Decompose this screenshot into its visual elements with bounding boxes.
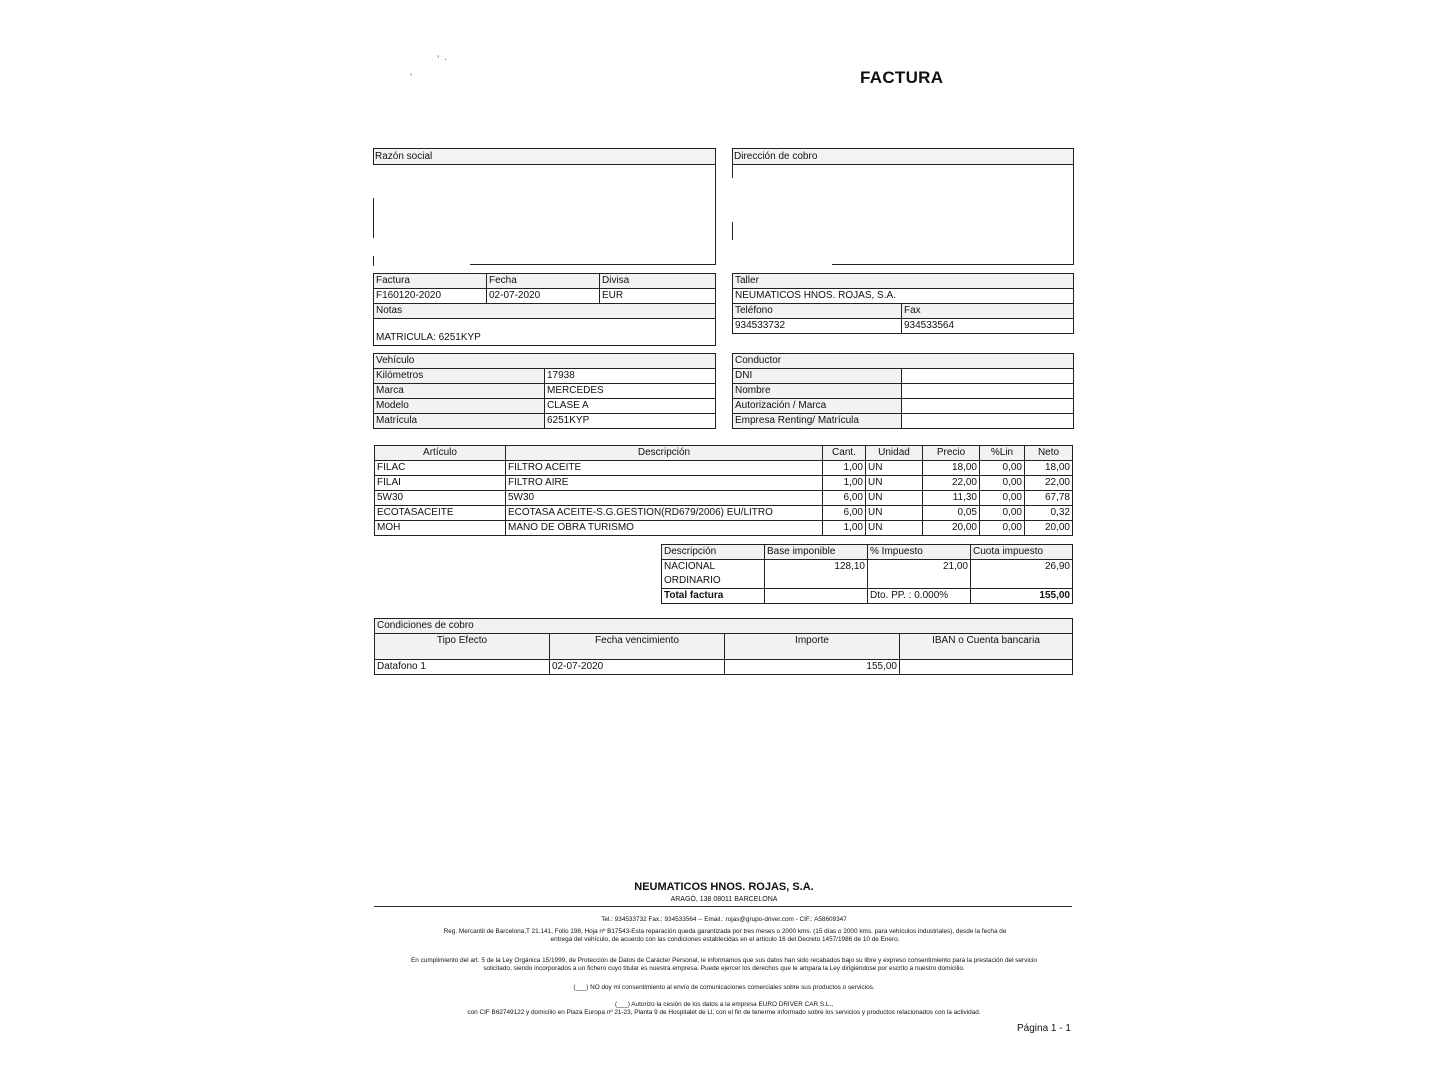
fax-value: 934533564 bbox=[902, 319, 1074, 334]
direccion-cobro-box bbox=[732, 148, 1074, 265]
dto-pp: Dto. PP. : 0.000% bbox=[868, 589, 971, 604]
invoice-number: F160120-2020 bbox=[374, 289, 487, 304]
conductor-label: Conductor bbox=[733, 354, 1074, 369]
marca-label: Marca bbox=[374, 384, 545, 399]
tax-base: 128,10 bbox=[765, 560, 868, 589]
cant-cell: 1,00 bbox=[823, 461, 866, 476]
neto-cell: 67,78 bbox=[1025, 491, 1073, 506]
col-neto: Neto bbox=[1025, 446, 1073, 461]
cobro-col-tipo: Tipo Efecto bbox=[375, 634, 550, 660]
table-row bbox=[375, 461, 1073, 476]
dni-label: DNI bbox=[733, 369, 902, 384]
footer-divider bbox=[374, 906, 1072, 907]
unidad-cell: UN bbox=[866, 491, 923, 506]
matricula-value: 6251KYP bbox=[545, 414, 716, 429]
footer-cesion-2: con CIF B62749122 y domicilio en Plaza Europa nº 21-23, Planta 9 de Hospitalet de Ll, con el fin de tenerme informado sobre los servicios y productos relacionados con la actividad. bbox=[467, 1009, 981, 1016]
tax-cuota: 26,90 bbox=[971, 560, 1073, 589]
scan-mark: ′ ˏ bbox=[435, 50, 448, 64]
total-label: Total factura bbox=[662, 589, 765, 604]
unidad-cell: UN bbox=[866, 461, 923, 476]
precio-cell: 18,00 bbox=[923, 461, 980, 476]
dni-value bbox=[902, 369, 1074, 384]
autorizacion-value bbox=[902, 399, 1074, 414]
tax-col-pct: % Impuesto bbox=[868, 545, 971, 560]
notas-label: Notas bbox=[374, 304, 716, 319]
table-row bbox=[375, 506, 1073, 521]
neto-cell: 22,00 bbox=[1025, 476, 1073, 491]
descripcion-cell: ECOTASA ACEITE-S.G.GESTION(RD679/2006) EU/LITRO bbox=[506, 506, 823, 521]
cobro-iban bbox=[900, 660, 1073, 675]
neto-cell: 20,00 bbox=[1025, 521, 1073, 536]
cobro-table bbox=[374, 618, 1073, 675]
descripcion-cell: MANO DE OBRA TURISMO bbox=[506, 521, 823, 536]
neto-cell: 18,00 bbox=[1025, 461, 1073, 476]
footer-contact: Tel.: 934533732 Fax.: 934533564 -- Email.: rojas@grupo-driver.com - CIF.: A58609347 bbox=[601, 916, 847, 923]
fax-label: Fax bbox=[902, 304, 1074, 319]
marca-value: MERCEDES bbox=[545, 384, 716, 399]
cant-cell: 1,00 bbox=[823, 521, 866, 536]
cobro-col-importe: Importe bbox=[725, 634, 900, 660]
document-title: FACTURA bbox=[860, 68, 944, 87]
taller-table bbox=[732, 273, 1074, 334]
footer-company: NEUMATICOS HNOS. ROJAS, S.A. bbox=[634, 881, 814, 893]
descripcion-cell: FILTRO ACEITE bbox=[506, 461, 823, 476]
tax-col-cuota: Cuota impuesto bbox=[971, 545, 1073, 560]
page-number: Página 1 - 1 bbox=[1017, 1023, 1071, 1034]
kilometros-value: 17938 bbox=[545, 369, 716, 384]
footer-registro: Reg. Mercantil de Barcelona,T 21.141, Folio 198, Hoja nº B17543-Esta reparación queda garantizada por tres meses o 2000 kms. (15 días o 2000 kms. para vehículos industriales), desde la fecha de entrega del vehículo, de acuerdo con las condiciones establecidas en el artículo 16 del Decreto 1457/1986 de 10 de Enero. bbox=[443, 928, 1007, 943]
nombre-value bbox=[902, 384, 1074, 399]
matricula-label: Matrícula bbox=[374, 414, 545, 429]
table-row bbox=[375, 476, 1073, 491]
taller-label: Taller bbox=[733, 274, 1074, 289]
fecha-header: Fecha bbox=[487, 274, 600, 289]
footer-no-consent: (___) NO doy mi consentimiento al envío de comunicaciones comerciales sobre sus productos o servicios. bbox=[573, 984, 875, 991]
invoice-date: 02-07-2020 bbox=[487, 289, 600, 304]
tax-col-base: Base imponible bbox=[765, 545, 868, 560]
razon-social-box bbox=[373, 148, 716, 265]
items-table bbox=[374, 445, 1073, 536]
cobro-col-fecha: Fecha vencimiento bbox=[550, 634, 725, 660]
vehiculo-table bbox=[373, 353, 716, 429]
unidad-cell: UN bbox=[866, 506, 923, 521]
telefono-label: Teléfono bbox=[733, 304, 902, 319]
table-row bbox=[375, 491, 1073, 506]
col-cant: Cant. bbox=[823, 446, 866, 461]
factura-table bbox=[373, 273, 716, 346]
modelo-label: Modelo bbox=[374, 399, 545, 414]
lin-cell: 0,00 bbox=[980, 476, 1025, 491]
empresa-renting-label: Empresa Renting/ Matrícula bbox=[733, 414, 902, 429]
razon-social-label: Razón social bbox=[375, 151, 433, 162]
taller-name: NEUMATICOS HNOS. ROJAS, S.A. bbox=[733, 289, 1074, 304]
lin-cell: 0,00 bbox=[980, 506, 1025, 521]
col-lin: %Lin bbox=[980, 446, 1025, 461]
notas-value: MATRICULA: 6251KYP bbox=[374, 319, 716, 346]
kilometros-label: Kilómetros bbox=[374, 369, 545, 384]
tax-descripcion: NACIONAL ORDINARIO bbox=[662, 560, 765, 589]
precio-cell: 22,00 bbox=[923, 476, 980, 491]
col-precio: Precio bbox=[923, 446, 980, 461]
col-articulo: Artículo bbox=[375, 446, 506, 461]
cobro-label: Condiciones de cobro bbox=[375, 619, 1073, 634]
cobro-tipo: Datafono 1 bbox=[375, 660, 550, 675]
cant-cell: 6,00 bbox=[823, 506, 866, 521]
vehiculo-label: Vehículo bbox=[374, 354, 716, 369]
col-descripcion: Descripción bbox=[506, 446, 823, 461]
lin-cell: 0,00 bbox=[980, 521, 1025, 536]
taxes-table bbox=[661, 544, 1073, 604]
tax-col-descripcion: Descripción bbox=[662, 545, 765, 560]
modelo-value: CLASE A bbox=[545, 399, 716, 414]
footer-address: ARAGÓ, 138 08011 BARCELONA bbox=[670, 896, 778, 903]
articulo-cell: FILAI bbox=[375, 476, 506, 491]
cobro-fecha: 02-07-2020 bbox=[550, 660, 725, 675]
total-value: 155,00 bbox=[971, 589, 1073, 604]
precio-cell: 11,30 bbox=[923, 491, 980, 506]
lin-cell: 0,00 bbox=[980, 491, 1025, 506]
scan-mark: ’ bbox=[410, 72, 412, 82]
precio-cell: 0,05 bbox=[923, 506, 980, 521]
precio-cell: 20,00 bbox=[923, 521, 980, 536]
cant-cell: 1,00 bbox=[823, 476, 866, 491]
direccion-cobro-label: Dirección de cobro bbox=[734, 151, 818, 162]
tax-pct: 21,00 bbox=[868, 560, 971, 589]
footer-cesion-1: (___) Autorizo la cesión de los datos a la empresa EURO DRIVER CAR S.L., bbox=[614, 1001, 834, 1008]
lin-cell: 0,00 bbox=[980, 461, 1025, 476]
cobro-importe: 155,00 bbox=[725, 660, 900, 675]
articulo-cell: FILAC bbox=[375, 461, 506, 476]
divisa-header: Divisa bbox=[600, 274, 716, 289]
nombre-label: Nombre bbox=[733, 384, 902, 399]
descripcion-cell: 5W30 bbox=[506, 491, 823, 506]
col-unidad: Unidad bbox=[866, 446, 923, 461]
autorizacion-label: Autorización / Marca bbox=[733, 399, 902, 414]
conductor-table bbox=[732, 353, 1074, 429]
table-row bbox=[375, 521, 1073, 536]
cobro-col-iban: IBAN o Cuenta bancaria bbox=[900, 634, 1073, 660]
descripcion-cell: FILTRO AIRE bbox=[506, 476, 823, 491]
articulo-cell: MOH bbox=[375, 521, 506, 536]
cant-cell: 6,00 bbox=[823, 491, 866, 506]
invoice-currency: EUR bbox=[600, 289, 716, 304]
unidad-cell: UN bbox=[866, 521, 923, 536]
neto-cell: 0,32 bbox=[1025, 506, 1073, 521]
empresa-renting-value bbox=[902, 414, 1074, 429]
factura-header: Factura bbox=[374, 274, 487, 289]
telefono-value: 934533732 bbox=[733, 319, 902, 334]
unidad-cell: UN bbox=[866, 476, 923, 491]
articulo-cell: ECOTASACEITE bbox=[375, 506, 506, 521]
articulo-cell: 5W30 bbox=[375, 491, 506, 506]
footer-lopd: En cumplimiento del art. 5 de la Ley Orgánica 15/1999, de Protección de Datos de Carácter Personal, le informamos que sus datos han sido recabados bajo su libre y expreso consentimiento para la prestación del servicio solicitado, siendo incorporados a un fichero cuyo titular es nuestra empresa. Puede ejercer los derechos que le ampara la Ley dirigiéndose por escrito a nuestro domicilio. bbox=[411, 957, 1037, 972]
